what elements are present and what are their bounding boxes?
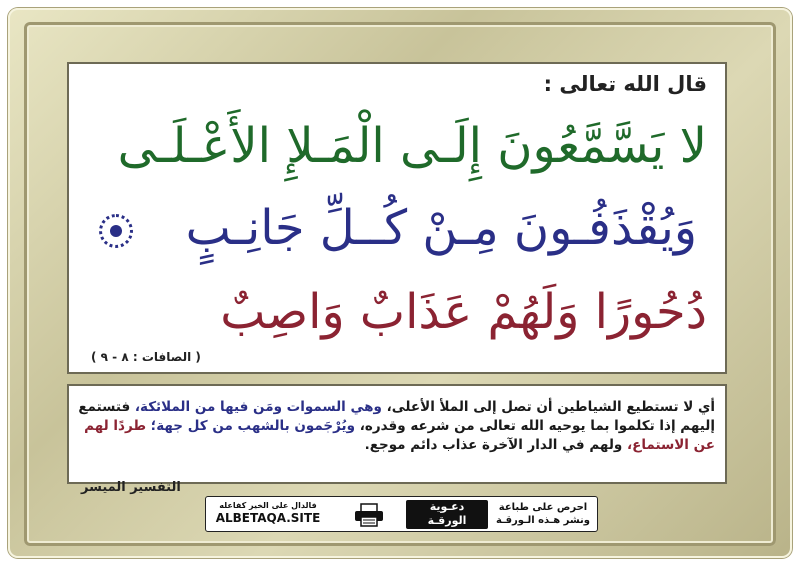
tafsir-part-2: وهي السموات ومَن فيها من الملائكة، (134, 399, 382, 415)
ayah-end-dot (110, 225, 122, 237)
tafsir-part-5: طردًا لهم عن الاستماع، (84, 418, 715, 453)
footer-dal-text: فالدال على الخير كفاعله (219, 501, 317, 510)
verse-reference: ( الصافات : ٨ - ٩ ) (91, 350, 201, 364)
footer-bar (205, 496, 598, 532)
site-block[interactable] (212, 501, 324, 527)
verse-line-1: لا يَسَّمَّعُونَ إِلَـى الْمَـلإِ الأَعْـلَـى (117, 118, 707, 174)
verse-intro: قال الله تعالى : (543, 72, 707, 96)
logo (406, 500, 488, 529)
ayah-end-icon (99, 214, 133, 248)
verse-line-2: وَيُقْذَفُـونَ مِـنْ كُــلِّ جَانِـبٍ (185, 200, 697, 256)
logo-line-2: الورقـة (427, 514, 467, 527)
tafsir-part-4: ويُرْجَمون بالشهب من كل جهة؛ (150, 418, 356, 434)
footer-note (495, 501, 591, 527)
verse-panel (67, 62, 727, 374)
footer-note-line-2: ونشر هـذه الـورقـة (495, 515, 591, 526)
tafsir-panel (67, 384, 727, 495)
tafsir-text (75, 398, 715, 455)
verse-line-3: دُحُورًا وَلَهُمْ عَذَابٌ وَاصِبٌ (220, 284, 707, 340)
logo-line-1: دعـوية (429, 500, 465, 513)
site-url[interactable]: ALBETAQA.SITE (215, 511, 321, 525)
tafsir-part-6: ولهم في الدار الآخرة عذاب دائم موجع. (364, 437, 623, 453)
footer-note-line-1: احرص على طباعة (498, 502, 588, 513)
tafsir-part-1: أي لا تستطيع الشياطين أن تصل إلى الملأ الأعلى، (386, 399, 715, 415)
tafsir-part-3: فتستمع إليهم إذا تكلموا بما يوحيه الله تعالى من شرعه وقدره، (78, 399, 715, 434)
tafsir-source: التفسير الميسر (81, 480, 181, 495)
printer-icon (353, 503, 385, 527)
